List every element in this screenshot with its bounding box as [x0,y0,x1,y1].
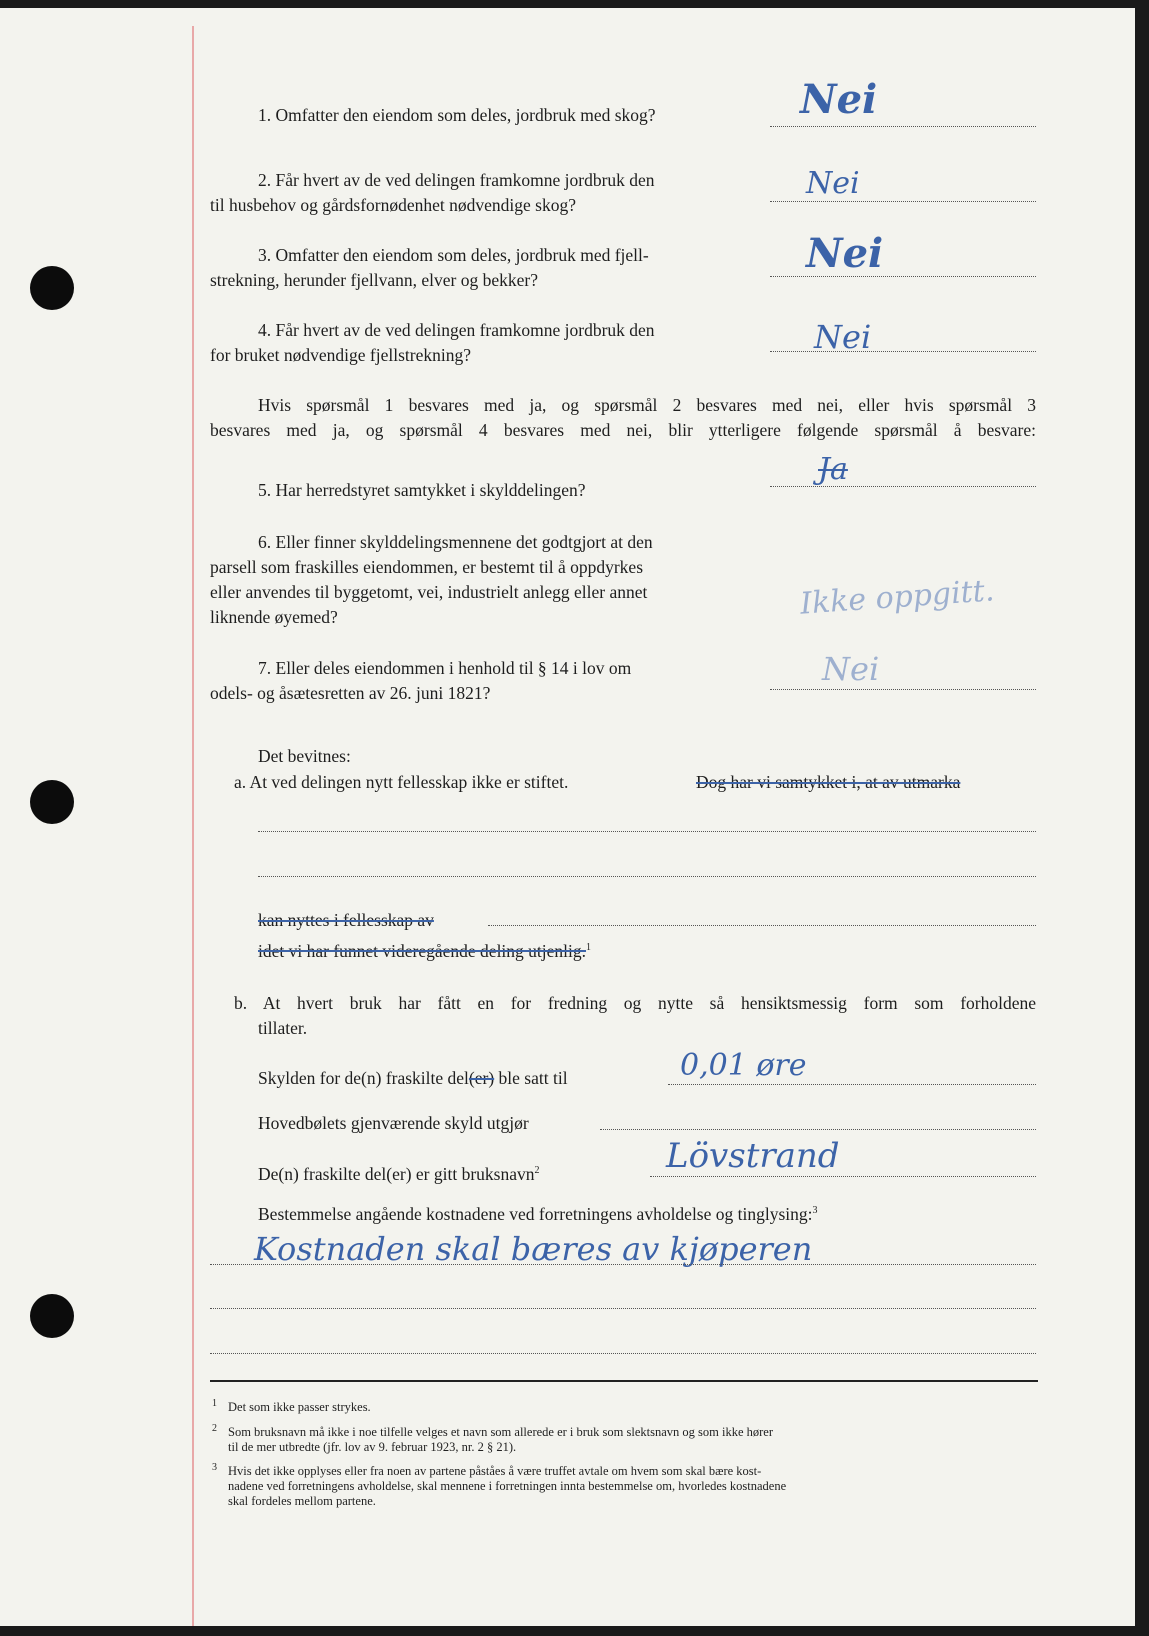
punch-hole [30,266,74,310]
answer-3: Nei [806,230,884,277]
question-3-line1: 3. Omfatter den eiendom som deles, jordbruk med fjell- [258,245,649,265]
fill-line [210,1353,1036,1354]
answer-line [770,201,1036,202]
fill-line [210,1308,1036,1309]
attest-b-line1: b. At hvert bruk har fått en for fredning og nytte så hensiktsmessig form som forholdene [234,993,1036,1013]
document-page [0,8,1135,1626]
attest-a-struck: Dog har vi samtykket i, at av utmarka [696,772,961,792]
conditional-intro-line1: Hvis spørsmål 1 besvares med ja, og spørsmål 2 besvares med nei, eller hvis spørsmål 3 [258,395,1036,415]
footnote-ref-3: 3 [812,1205,818,1216]
footnote-2-number: 2 [212,1423,217,1434]
fill-line [488,925,1036,926]
question-4-line1: 4. Får hvert av de ved delingen framkomne jordbruk den [258,320,655,340]
footnote-ref-1: 1 [586,942,592,953]
answer-6: Ikke oppgitt. [799,573,996,622]
margin-line [192,26,194,1626]
kost-value: Kostnaden skal bæres av kjøperen [254,1230,813,1268]
question-4-line2: for bruket nødvendige fjellstrekning? [210,345,471,365]
question-1: 1. Omfatter den eiendom som deles, jordbruk med skog? [258,105,656,125]
answer-7: Nei [822,650,880,688]
question-7-line1: 7. Eller deles eiendommen i henhold til § 14 i lov om [258,658,632,678]
kost-label-wrap [258,1198,818,1227]
footnote-2-line1: Som bruksnavn må ikke i noe tilfelle velges et navn som allerede er i bruk som slektsnavn og som ikke hører [228,1425,774,1439]
footnote-1-line1: Det som ikke passer strykes. [228,1400,371,1414]
question-3-line2: strekning, herunder fjellvann, elver og bekker? [210,270,538,290]
bruks-label: De(n) fraskilte del(er) er gitt bruksnavn [258,1163,535,1184]
answer-5-struck: Ja [818,452,848,487]
question-5: 5. Har herredstyret samtykket i skylddelingen? [258,480,586,500]
skyld-line [668,1084,1036,1085]
hoved-line [600,1129,1036,1130]
skyld-label-er: (er) [468,1068,495,1088]
answer-line [770,351,1036,352]
answer-2: Nei [806,166,860,201]
skyld-value: 0,01 øre [680,1048,807,1083]
footnote-3-line1: Hvis det ikke opplyses eller fra noen av partene påståes å være truffet avtale om hvem som skal bære kost- [228,1464,762,1478]
skyld-label-b: ble satt til [498,1068,568,1088]
footnote-ref-2: 2 [534,1165,540,1176]
fill-line [258,831,1036,832]
punch-hole [30,780,74,824]
attest-a-struck-2: kan nyttes i fellesskap av [258,910,434,930]
question-6-line1: 6. Eller finner skylddelingsmennene det godtgjort at den [258,532,653,552]
footnote-2-line2: til de mer utbredte (jfr. lov av 9. februar 1923, nr. 2 § 21). [228,1440,517,1454]
skyld-label-wrap [258,1066,568,1091]
answer-4: Nei [814,318,872,356]
question-7-line2: odels- og åsætesretten av 26. juni 1821? [210,683,491,703]
question-2-line2: til husbehov og gårdsfornødenhet nødvendige skog? [210,195,576,215]
attest-a-label: a. At ved delingen nytt fellesskap ikke er stiftet. [234,772,569,792]
attest-heading: Det bevitnes: [258,746,351,766]
question-6-line4: liknende øyemed? [210,607,338,627]
footnote-3-line2: nadene ved forretningens avholdelse, skal mennene i forretningen innta bestemmelse om, hvorledes kostnadene [228,1479,787,1493]
punch-hole [30,1294,74,1338]
attest-a-struck-3: idet vi har funnet videregående deling utjenlig. [258,940,587,961]
skyld-label-a: Skylden for de(n) fraskilte del [258,1068,469,1088]
footnote-3-number: 3 [212,1462,217,1473]
bruks-label-wrap [258,1158,540,1187]
footnote-3-line3: skal fordeles mellom partene. [228,1494,376,1508]
answer-line [770,126,1036,127]
footnote-1-number: 1 [212,1398,217,1409]
fill-line [210,1264,1036,1265]
conditional-intro-line2: besvares med ja, og spørsmål 4 besvares med nei, blir ytterligere følgende spørsmål å besvare: [210,420,1036,440]
bruks-line [650,1176,1036,1177]
attest-a-struck-3-wrap [258,935,591,964]
bruks-value: Lövstrand [666,1136,840,1176]
question-2-line1: 2. Får hvert av de ved delingen framkomne jordbruk den [258,170,655,190]
answer-line [770,486,1036,487]
footnote-rule [210,1380,1038,1382]
question-6-line2: parsell som fraskilles eiendommen, er bestemt til å oppdyrkes [210,557,644,577]
hoved-label: Hovedbølets gjenværende skyld utgjør [258,1113,529,1133]
answer-line [770,689,1036,690]
answer-1: Nei [800,76,878,123]
kost-label: Bestemmelse angående kostnadene ved forretningens avholdelse og tinglysing: [258,1203,813,1224]
attest-b-line2: tillater. [258,1018,308,1038]
question-6-line3: eller anvendes til byggetomt, vei, industrielt anlegg eller annet [210,582,648,602]
fill-line [258,876,1036,877]
